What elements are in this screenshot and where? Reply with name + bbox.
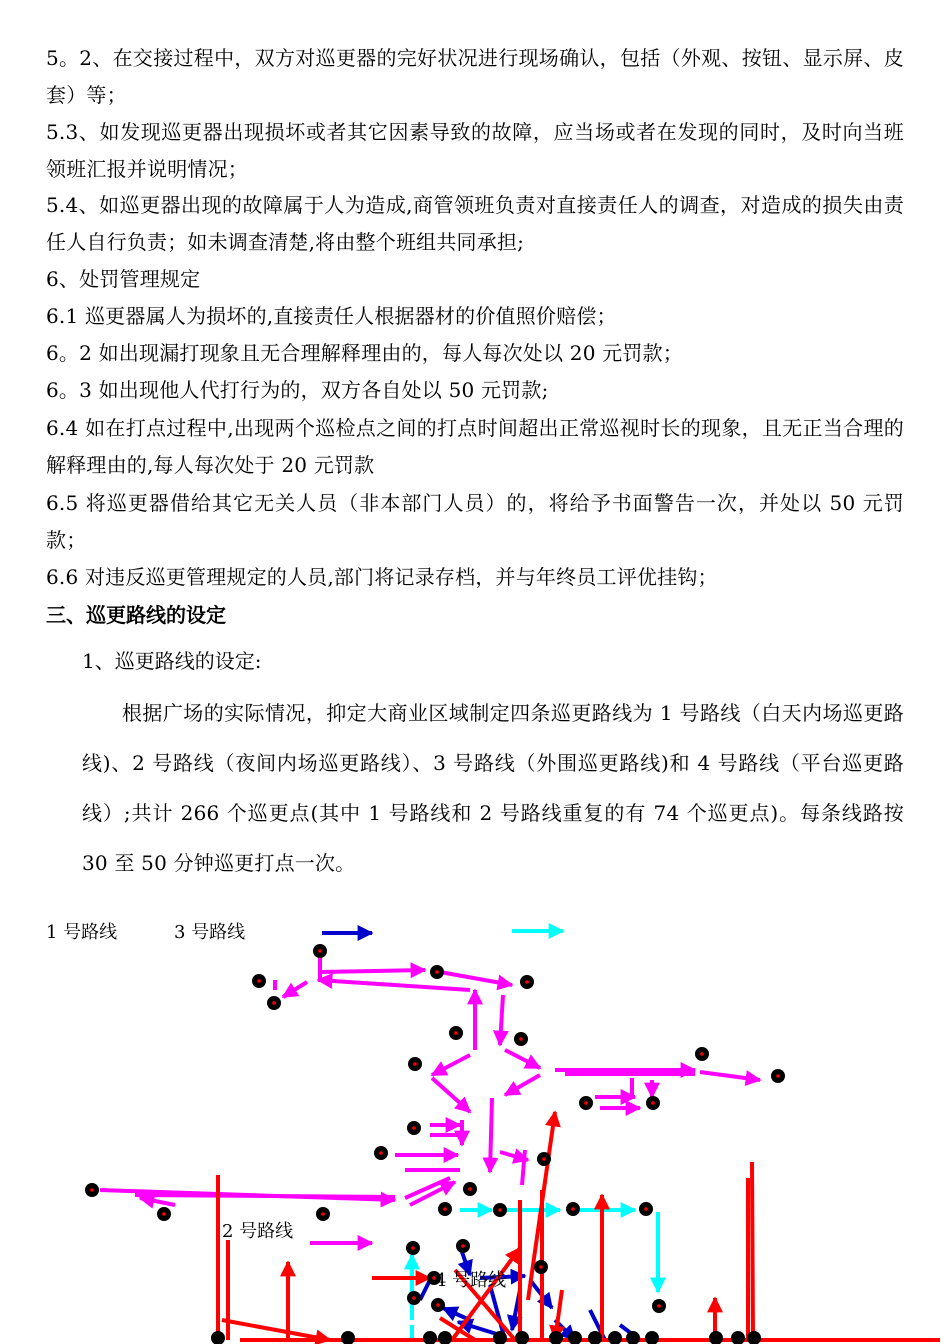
paragraph-6-1: 6.1 巡更器属人为损坏的,直接责任人根据器材的价值照价赔偿；: [46, 304, 617, 328]
checkpoint: [731, 1331, 745, 1344]
checkpoint: [549, 1331, 563, 1344]
paragraph-5-3: 5.3、如发现巡更器出现损坏或者其它因素导致的故障，应当场或者在发现的同时，及时向当班领班汇报并说明情况；: [46, 120, 904, 181]
section-title: 三、巡更路线的设定: [46, 603, 226, 627]
subsection-title: 1、巡更路线的设定:: [82, 649, 262, 673]
route2-label: 2 号路线: [222, 1221, 294, 1242]
paragraph-6-4: 6.4 如在打点过程中,出现两个巡检点之间的打点时间超出正常巡视时长的现象，且无正当合理的解释理由的,每人每次处于 20 元罚款: [46, 416, 904, 477]
paragraph-6-6: 6.6 对违反巡更管理规定的人员,部门将记录存档，并与年终员工评优挂钩；: [46, 565, 718, 589]
paragraph-5-2: 5。2、在交接过程中，双方对巡更器的完好状况进行现场确认，包括（外观、按钮、显示屏、皮套）等；: [46, 46, 904, 107]
route-description: 根据广场的实际情况，抑定大商业区域制定四条巡更路线为 1 号路线（白天内场巡更路线)、2 号路线（夜间内场巡更路线）、3 号路线（外围巡更路线)和 4 号路线（平台巡更路线）;共计 266 个巡更点(其中 1 号路线和 2 号路线重复的有 74 个巡更点)。每条线路按 30 至 50 分钟巡更打点一次。: [82, 701, 904, 875]
paragraph-6-2: 6。2 如出现漏打现象且无合理解释理由的，每人每次处以 20 元罚款；: [46, 341, 683, 365]
paragraph-5-4: 5.4、如巡更器出现的故障属于人为造成,商管领班负责对直接责任人的调查，对造成的损失由责任人自行负责；如未调查清楚,将由整个班组共同承担;: [46, 193, 904, 254]
route1-label: 1 号路线: [46, 922, 118, 943]
route2-arrows: [218, 1112, 940, 1340]
checkpoint-centers: [90, 949, 780, 1308]
checkpoint: [645, 1331, 659, 1344]
checkpoint: [211, 1331, 225, 1344]
paragraph-6-5: 6.5 将巡更器借给其它无关人员（非本部门人员）的，将给予书面警告一次，并处以 50 元罚款；: [46, 491, 904, 552]
checkpoint: [341, 1331, 355, 1344]
checkpoint: [423, 1331, 437, 1344]
paragraph-6-3: 6。3 如出现他人代打行为的，双方各自处以 50 元罚款;: [46, 378, 549, 402]
paragraph-6: 6、处罚管理规定: [46, 267, 201, 291]
checkpoint: [515, 1331, 529, 1344]
route4-label: 4 号路线: [435, 1270, 507, 1291]
route1-arrows: [100, 955, 760, 1243]
checkpoint: [709, 1331, 723, 1344]
route3-label: 3 号路线: [174, 922, 246, 943]
checkpoint: [438, 1331, 452, 1344]
checkpoint: [608, 1331, 622, 1344]
